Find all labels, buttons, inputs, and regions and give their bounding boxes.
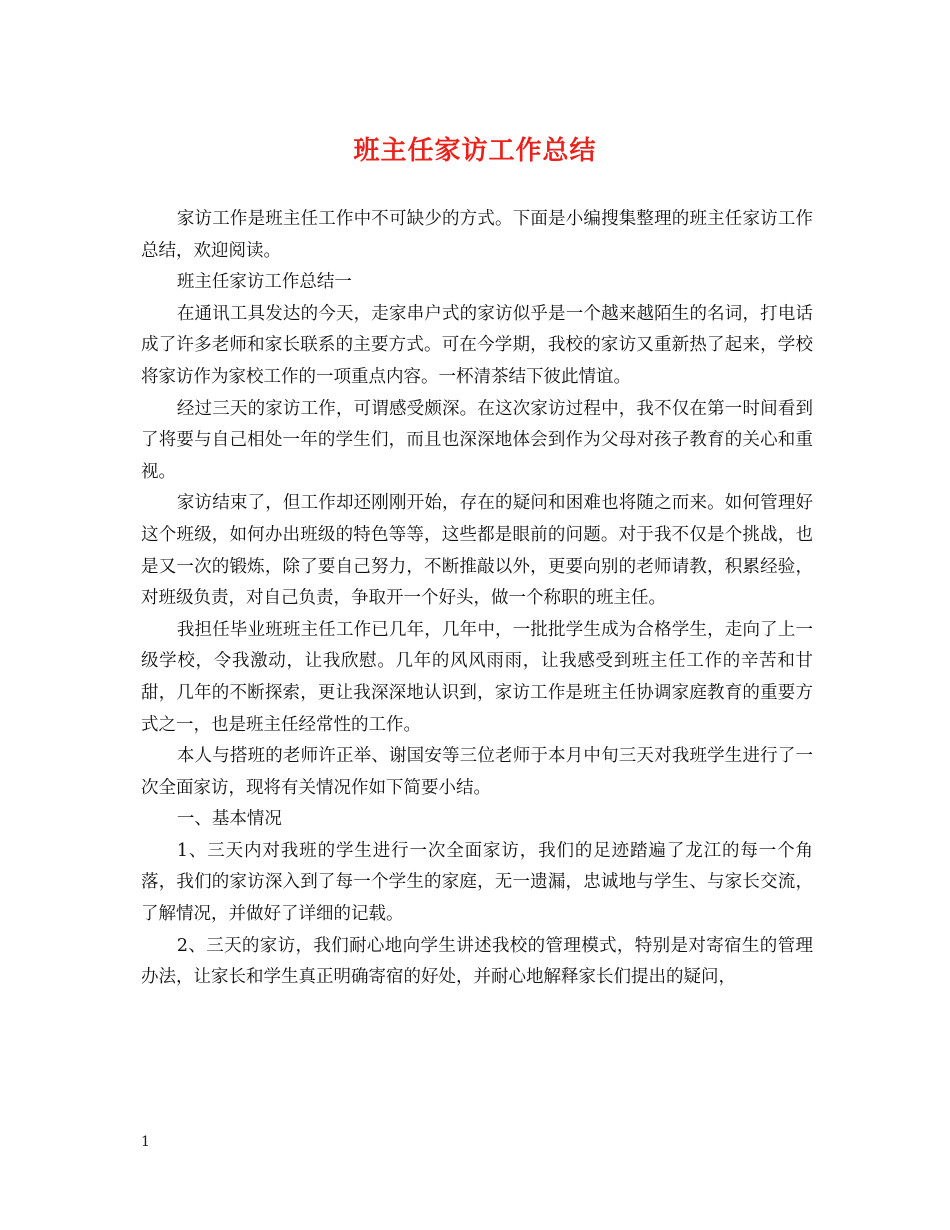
- section-heading: 班主任家访工作总结一: [176, 272, 352, 293]
- body-paragraph: 家访结束了，但工作却还刚刚开始，存在的疑问和困难也将随之而来。如何管理好这个班级，如何办出班级的特色等等，这些都是眼前的问题。对于我不仅是个挑战，也是又一次的锻炼，除了要自己努力，不断推敲以外，更要向别的老师请教，积累经验，对班级负责，对自己负责，争取开一个好头，做一个称职的班主任。: [141, 493, 813, 609]
- body-paragraph: 我担任毕业班班主任工作已几年，几年中，一批批学生成为合格学生，走向了上一级学校，令我激动，让我欣慰。几年的风风雨雨，让我感受到班主任工作的辛苦和甘甜，几年的不断探索，更让我深深地认识到，家访工作是班主任协调家庭教育的重要方式之一，也是班主任经常性的工作。: [141, 619, 813, 735]
- page-title: 班主任家访工作总结: [353, 136, 597, 166]
- list-item: 2、三天的家访，我们耐心地向学生讲述我校的管理模式，特别是对寄宿生的管理办法，让家长和学生真正明确寄宿的好处，并耐心地解释家长们提出的疑问，: [141, 935, 813, 988]
- intro-paragraph: 家访工作是班主任工作中不可缺少的方式。下面是小编搜集整理的班主任家访工作总结，欢迎阅读。: [141, 209, 813, 261]
- body-paragraph: 在通讯工具发达的今天，走家串户式的家访似乎是一个越来越陌生的名词，打电话成了许多老师和家长联系的主要方式。可在今学期，我校的家访又重新热了起来，学校将家访作为家校工作的一项重点内容。一杯清茶结下彼此情谊。: [141, 303, 813, 387]
- page-number: 1: [141, 1134, 150, 1150]
- body-paragraph: 本人与搭班的老师许正举、谢国安等三位老师于本月中旬三天对我班学生进行了一次全面家访，现将有关情况作如下简要小结。: [141, 746, 813, 798]
- subsection-heading: 一、基本情况: [176, 809, 282, 830]
- body-paragraph: 经过三天的家访工作，可谓感受颇深。在这次家访过程中，我不仅在第一时间看到了将要与自己相处一年的学生们，而且也深深地体会到作为父母对孩子教育的关心和重视。: [141, 398, 813, 482]
- list-item: 1、三天内对我班的学生进行一次全面家访，我们的足迹踏遍了龙江的每一个角落，我们的家访深入到了每一个学生的家庭，无一遗漏，忠诚地与学生、与家长交流，了解情况，并做好了详细的记载。: [141, 840, 813, 925]
- document-body: [141, 204, 813, 994]
